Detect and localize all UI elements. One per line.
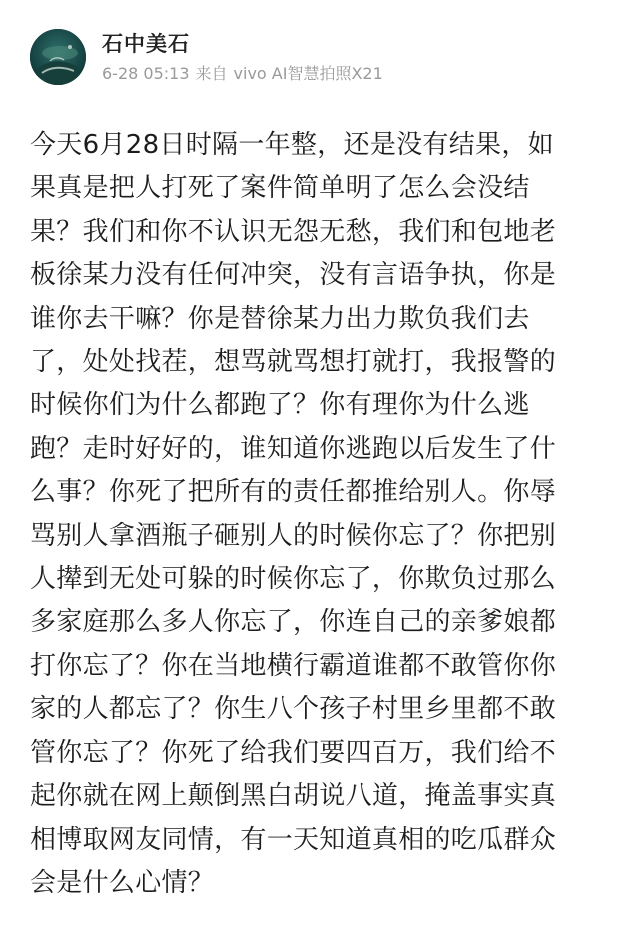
post-text-line: 骂别人拿酒瓶子砸别人的时候你忘了？你把别 [30,520,557,551]
post-text-line: 板徐某力没有任何冲突，没有言语争执，你是 [30,260,557,291]
post-meta [102,30,389,84]
pond-scene-avatar-icon [30,29,86,85]
post-text-line: 果真是把人打死了案件简单明了怎么会没结 [30,173,530,204]
post-text-line: 多家庭那么多人你忘了，你连自己的亲爹娘都 [30,607,557,638]
post-text-line: 家的人都忘了？你生八个孩子村里乡里都不敢 [30,694,557,725]
post-header [30,26,389,88]
post-text-line: 谁你去干嘛？你是替徐某力出力欺负我们去 [30,303,530,334]
post-content [30,124,614,905]
post-text-line: 管你忘了？你死了给我们要四百万，我们给不 [30,737,557,768]
device-source[interactable]: vivo AI智慧拍照X21 [233,64,383,83]
author-name[interactable]: 石中美石 [102,32,190,56]
avatar[interactable] [30,29,86,85]
post-text-line: 跑？走时好好的，谁知道你逃跑以后发生了什 [30,433,557,464]
post-subline [102,64,389,84]
post-text-line: 打你忘了？你在当地横行霸道谁都不敢管你你 [30,650,557,681]
post-text-line: 会是什么心情？ [30,867,215,898]
post-text-line: 今天6月28日时隔一年整，还是没有结果，如 [30,130,554,160]
post-text-line: 相博取网友同情，有一天知道真相的吃瓜群众 [30,824,557,855]
post-timestamp: 6-28 05:13 [102,64,190,83]
post-text-line: 么事？你死了把所有的责任都推给别人。你辱 [30,477,557,508]
post-text-line: 果？我们和你不认识无怨无愁，我们和包地老 [30,216,557,247]
post-text-line: 时候你们为什么都跑了？你有理你为什么逃 [30,390,530,421]
post-text-line: 起你就在网上颠倒黑白胡说八道，掩盖事实真 [30,781,557,812]
source-prefix: 来自 [195,64,228,83]
post-text-line: 人撵到无处可躲的时候你忘了，你欺负过那么 [30,564,557,595]
post-text-line: 了，处处找茬，想骂就骂想打就打，我报警的 [30,347,557,378]
